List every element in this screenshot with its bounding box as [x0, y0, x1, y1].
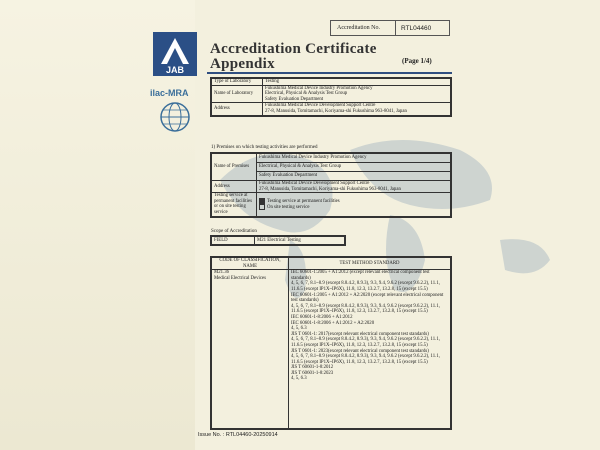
- row-label: Name of Laboratory: [212, 85, 263, 103]
- classification-name: Medical Electrical Devices: [214, 275, 266, 281]
- table-row: [212, 237, 345, 245]
- service-option: Testing service at permanent facilities: [259, 198, 448, 205]
- premises-note: 1) Premises on which testing activities are performed: [211, 145, 318, 150]
- method-line: 4, 5, 6, 7, 8.1~8.9 (except 8.8.4.2, 8.9.3), 9.3, 9.4, 9.6.2 (except 9.6.2.2), 11.1, 11.6.5 (except IP1X~IP6X), 11.8, 12.3, 13.2.7, 13.2.8, 15 (except 15.5): [291, 337, 440, 348]
- method-line: JIS T 60601-1-8:2012: [291, 365, 334, 371]
- scope-label: Scope of Accreditation: [211, 229, 257, 234]
- code-column-header: CODE OF CLASSIFICATION, NAME: [212, 258, 289, 270]
- premises-name-line: Fukushima Medical Device Industry Promotion Agency: [259, 155, 367, 160]
- premises-table: [211, 153, 451, 217]
- row-label: Address: [212, 103, 263, 115]
- title-line-2: Appendix: [210, 56, 275, 72]
- ilac-mra-logo-text: ilac-MRA: [150, 88, 189, 98]
- checked-box-icon: [259, 198, 265, 204]
- row-value: [257, 154, 451, 181]
- field-table: [211, 236, 345, 245]
- accreditation-no-label: Accreditation No.: [331, 21, 396, 35]
- service-option: On site testing service: [259, 204, 448, 211]
- method-line: IEC 60601-1-8:2006 + A1:2012: [291, 314, 353, 320]
- issue-number: Issue No. : RTL04460-20250914: [198, 432, 278, 438]
- premises-name-line: Safety Evaluation Department: [257, 171, 450, 180]
- accreditation-number-box: [330, 20, 450, 36]
- unchecked-box-icon: [259, 204, 265, 210]
- table-row: [212, 154, 451, 181]
- premises-name-line: Electrical, Physical & Analysis Test Group: [257, 162, 450, 171]
- table-row: [212, 85, 451, 103]
- field-label: FIELD: [212, 237, 255, 245]
- method-line: IEC 60601-1-8:2006 + A1:2012 + A2:2020: [291, 320, 375, 326]
- jab-logo: [153, 32, 197, 76]
- address-line: 27-8, Manusida, Tomitamachi, Koriyama-shi Fukushima 963-8041, Japan: [259, 186, 401, 192]
- scope-table: [211, 257, 451, 429]
- method-line: IEC 60601-1:2005 + A1:2012 (except relevant electrical component test standards): [291, 270, 430, 281]
- method-line: 4, 5, 6, 7, 8.1~8.9 (except 8.8.4.2, 8.9.3), 9.3, 9.4, 9.6.2 (except 9.6.2.2), 11.1, 11.6.5 (except IP1X~IP6X), 11.8, 12.3, 13.2.7, 13.2.8, 15 (except 15.5): [291, 354, 440, 365]
- row-label: Address: [212, 181, 257, 193]
- ilac-globe-icon: [155, 95, 195, 135]
- method-line: 4, 5, 6, 7, 8.1~8.9 (except 8.8.4.2, 8.9.3), 9.3, 9.4, 9.6.2 (except 9.6.2.2), 11.1, 11.6.5 (except IP1X~IP6X), 11.8, 12.3, 13.2.7, 13.2.8, 15 (except 15.5): [291, 303, 440, 315]
- laboratory-info-table: [211, 78, 451, 116]
- field-value: M21 Electrical Testing: [255, 237, 345, 245]
- classification-code: M21.36: [214, 270, 230, 276]
- row-value: Fukushima Medical Device Industry Promotion Agency Electrical, Physical & Analysis Test Group Safety Evaluation Department: [263, 85, 451, 103]
- table-row: [212, 193, 451, 216]
- page-title: [210, 42, 377, 72]
- table-row: [212, 103, 451, 115]
- address-line: Fukushima Medical Device Development Support Centre: [259, 181, 370, 186]
- table-row: [212, 181, 451, 193]
- method-line: 4, 5, 6, 7, 8.1~8.9 (except 8.8.4.2, 8.9.3), 9.3, 9.4, 9.6.2 (except 9.6.2.2), 11.1, 11.6.5 (except IP1X~IP6X), 11.8, 12.3, 13.2.7, 13.2.8, 15 (except 15.5): [291, 281, 440, 292]
- code-cell: [212, 270, 289, 429]
- accreditation-no-value: RTL04460: [401, 24, 432, 32]
- title-line-1: Accreditation Certificate: [210, 41, 377, 57]
- table-row: [212, 270, 451, 429]
- row-value: [257, 193, 451, 216]
- row-label: Type of Laboratory: [212, 79, 263, 86]
- row-label: Testing service at permanent facilities or on site testing service: [212, 193, 257, 216]
- svg-text:JAB: JAB: [165, 65, 185, 75]
- table-header-row: [212, 258, 451, 270]
- row-label: Name of Premises: [212, 154, 257, 181]
- method-line: JIS T 60601-1-8:2023: [291, 370, 334, 376]
- method-column-header: TEST METHOD STANDARD: [289, 258, 451, 270]
- method-line: IEC 60601-1:2005 + A1:2012 + A2:2020 (except relevant electrical component test standards): [291, 292, 444, 304]
- method-cell: [289, 270, 451, 429]
- row-value: Fukushima Medical Device Development Support Centre 27-8, Manusida, Tomitamachi, Koriyama-shi Fukushima 963-8041, Japan: [263, 103, 451, 115]
- title-rule: [207, 72, 452, 74]
- method-line: JIS T 0601-1: 2017(except relevant electrical component test standards): [291, 331, 429, 337]
- table-row: [212, 79, 451, 86]
- page-number: (Page 1/4): [402, 57, 432, 65]
- method-line: JIS T 0601-1: 2023(except relevant electrical component test standards): [291, 348, 429, 354]
- method-line: 4, 5, 6.3: [291, 376, 307, 382]
- method-line: 4, 5, 6.3: [291, 326, 307, 332]
- row-value: Testing: [263, 79, 451, 86]
- row-value: [257, 181, 451, 193]
